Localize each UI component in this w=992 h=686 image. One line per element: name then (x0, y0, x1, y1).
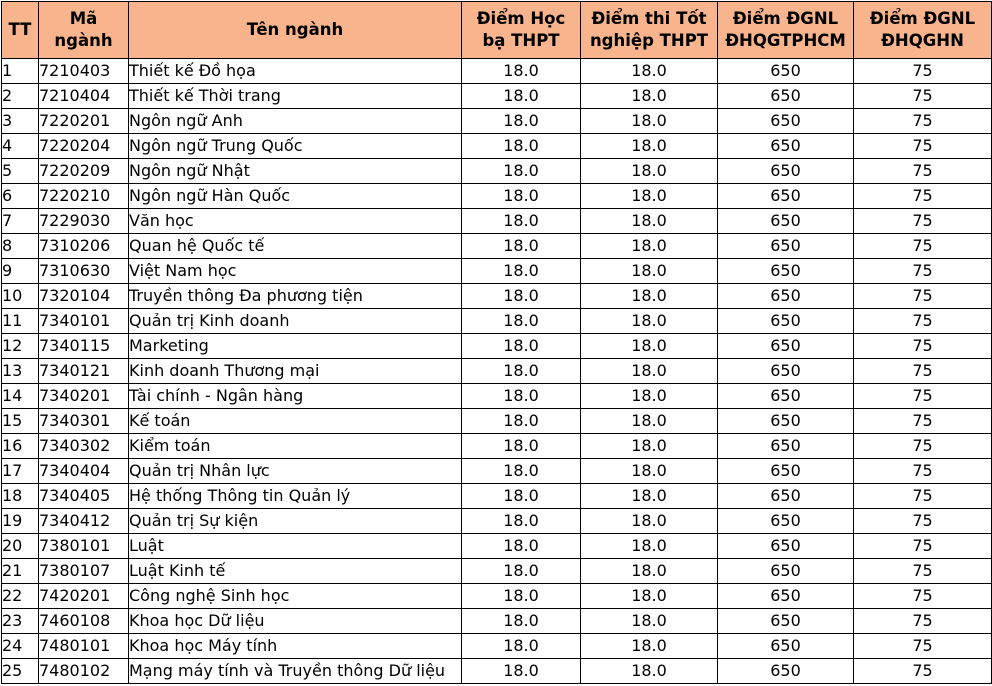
score-thi-tn-cell: 18.0 (581, 634, 718, 659)
header-ma-nganh-line2: ngành (54, 31, 113, 50)
major-code-cell: 7340412 (39, 509, 129, 534)
major-code-cell: 7480101 (39, 634, 129, 659)
score-thi-tn-cell: 18.0 (581, 459, 718, 484)
major-code-cell: 7380101 (39, 534, 129, 559)
header-thi-tn (581, 2, 718, 59)
score-thi-tn-cell: 18.0 (581, 209, 718, 234)
score-dgnl-hn-cell: 75 (854, 59, 992, 84)
header-dgnl-hn-line1: Điểm ĐGNL (869, 9, 976, 28)
table-row (2, 609, 992, 634)
score-hoc-ba-cell: 18.0 (462, 309, 581, 334)
row-number-cell: 9 (2, 259, 39, 284)
header-dgnl-hn (854, 2, 992, 59)
score-dgnl-hcm-cell: 650 (718, 534, 854, 559)
row-number-cell: 24 (2, 634, 39, 659)
score-thi-tn-cell: 18.0 (581, 534, 718, 559)
score-dgnl-hn-cell: 75 (854, 84, 992, 109)
table-row (2, 159, 992, 184)
score-thi-tn-cell: 18.0 (581, 434, 718, 459)
row-number-cell: 23 (2, 609, 39, 634)
table-row (2, 659, 992, 684)
header-ten-nganh-text: Tên ngành (246, 20, 344, 39)
table-row (2, 109, 992, 134)
header-ma-nganh (39, 2, 129, 59)
score-dgnl-hcm-cell: 650 (718, 509, 854, 534)
row-number-cell: 14 (2, 384, 39, 409)
row-number-cell: 22 (2, 584, 39, 609)
table-row (2, 284, 992, 309)
score-thi-tn-cell: 18.0 (581, 659, 718, 684)
score-thi-tn-cell: 18.0 (581, 584, 718, 609)
row-number-cell: 18 (2, 484, 39, 509)
score-thi-tn-cell: 18.0 (581, 334, 718, 359)
score-hoc-ba-cell: 18.0 (462, 509, 581, 534)
score-thi-tn-cell: 18.0 (581, 234, 718, 259)
row-number-cell: 11 (2, 309, 39, 334)
table-row (2, 234, 992, 259)
score-thi-tn-cell: 18.0 (581, 409, 718, 434)
row-number-cell: 4 (2, 134, 39, 159)
major-name-cell: Thiết kế Đồ họa (129, 59, 462, 84)
score-dgnl-hn-cell: 75 (854, 209, 992, 234)
major-name-cell: Kinh doanh Thương mại (129, 359, 462, 384)
score-hoc-ba-cell: 18.0 (462, 559, 581, 584)
major-code-cell: 7210404 (39, 84, 129, 109)
score-hoc-ba-cell: 18.0 (462, 359, 581, 384)
major-name-cell: Quản trị Nhân lực (129, 459, 462, 484)
table-row (2, 259, 992, 284)
score-dgnl-hcm-cell: 650 (718, 184, 854, 209)
major-name-cell: Kế toán (129, 409, 462, 434)
header-tt-text: TT (8, 20, 32, 39)
score-dgnl-hcm-cell: 650 (718, 634, 854, 659)
score-dgnl-hn-cell: 75 (854, 584, 992, 609)
major-name-cell: Ngôn ngữ Nhật (129, 159, 462, 184)
major-name-cell: Tài chính - Ngân hàng (129, 384, 462, 409)
major-code-cell: 7320104 (39, 284, 129, 309)
score-dgnl-hn-cell: 75 (854, 334, 992, 359)
major-name-cell: Kiểm toán (129, 434, 462, 459)
major-name-cell: Marketing (129, 334, 462, 359)
table-row (2, 384, 992, 409)
score-hoc-ba-cell: 18.0 (462, 634, 581, 659)
score-dgnl-hn-cell: 75 (854, 184, 992, 209)
row-number-cell: 3 (2, 109, 39, 134)
major-code-cell: 7220209 (39, 159, 129, 184)
score-dgnl-hcm-cell: 650 (718, 459, 854, 484)
table-row (2, 309, 992, 334)
header-dgnl-hn-line2: ĐHQGHN (881, 31, 964, 50)
header-dgnl-hcm-line1: Điểm ĐGNL (732, 9, 839, 28)
table-row (2, 484, 992, 509)
score-dgnl-hn-cell: 75 (854, 359, 992, 384)
score-hoc-ba-cell: 18.0 (462, 534, 581, 559)
score-dgnl-hn-cell: 75 (854, 309, 992, 334)
table-header (2, 2, 992, 59)
header-hoc-ba (462, 2, 581, 59)
score-dgnl-hcm-cell: 650 (718, 384, 854, 409)
table-row (2, 134, 992, 159)
row-number-cell: 1 (2, 59, 39, 84)
row-number-cell: 15 (2, 409, 39, 434)
score-dgnl-hcm-cell: 650 (718, 159, 854, 184)
score-thi-tn-cell: 18.0 (581, 134, 718, 159)
score-dgnl-hn-cell: 75 (854, 134, 992, 159)
major-code-cell: 7340404 (39, 459, 129, 484)
major-code-cell: 7340121 (39, 359, 129, 384)
table-row (2, 559, 992, 584)
header-thi-tn-line1: Điểm thi Tốt (591, 9, 707, 28)
major-code-cell: 7480102 (39, 659, 129, 684)
score-dgnl-hcm-cell: 650 (718, 59, 854, 84)
header-ma-nganh-line1: Mã (69, 9, 98, 28)
score-dgnl-hcm-cell: 650 (718, 359, 854, 384)
score-thi-tn-cell: 18.0 (581, 109, 718, 134)
score-dgnl-hcm-cell: 650 (718, 334, 854, 359)
score-dgnl-hcm-cell: 650 (718, 559, 854, 584)
score-hoc-ba-cell: 18.0 (462, 259, 581, 284)
row-number-cell: 13 (2, 359, 39, 384)
score-hoc-ba-cell: 18.0 (462, 434, 581, 459)
score-dgnl-hcm-cell: 650 (718, 234, 854, 259)
score-hoc-ba-cell: 18.0 (462, 459, 581, 484)
score-dgnl-hcm-cell: 650 (718, 84, 854, 109)
score-hoc-ba-cell: 18.0 (462, 609, 581, 634)
score-thi-tn-cell: 18.0 (581, 509, 718, 534)
row-number-cell: 21 (2, 559, 39, 584)
table-row (2, 184, 992, 209)
score-hoc-ba-cell: 18.0 (462, 284, 581, 309)
score-dgnl-hcm-cell: 650 (718, 609, 854, 634)
score-hoc-ba-cell: 18.0 (462, 209, 581, 234)
score-dgnl-hn-cell: 75 (854, 434, 992, 459)
major-name-cell: Hệ thống Thông tin Quản lý (129, 484, 462, 509)
score-dgnl-hcm-cell: 650 (718, 309, 854, 334)
score-dgnl-hcm-cell: 650 (718, 434, 854, 459)
header-ten-nganh (129, 2, 462, 59)
major-code-cell: 7420201 (39, 584, 129, 609)
score-dgnl-hn-cell: 75 (854, 384, 992, 409)
table-row (2, 209, 992, 234)
major-code-cell: 7229030 (39, 209, 129, 234)
major-name-cell: Khoa học Máy tính (129, 634, 462, 659)
score-thi-tn-cell: 18.0 (581, 309, 718, 334)
major-code-cell: 7340302 (39, 434, 129, 459)
score-thi-tn-cell: 18.0 (581, 559, 718, 584)
major-name-cell: Quản trị Sự kiện (129, 509, 462, 534)
table-row (2, 584, 992, 609)
major-code-cell: 7340115 (39, 334, 129, 359)
score-hoc-ba-cell: 18.0 (462, 334, 581, 359)
major-name-cell: Luật (129, 534, 462, 559)
score-thi-tn-cell: 18.0 (581, 259, 718, 284)
score-dgnl-hn-cell: 75 (854, 534, 992, 559)
major-name-cell: Quan hệ Quốc tế (129, 234, 462, 259)
row-number-cell: 2 (2, 84, 39, 109)
score-dgnl-hn-cell: 75 (854, 284, 992, 309)
header-dgnl-hcm-line2: ĐHQGTPHCM (725, 31, 846, 50)
score-dgnl-hcm-cell: 650 (718, 284, 854, 309)
score-hoc-ba-cell: 18.0 (462, 409, 581, 434)
score-thi-tn-cell: 18.0 (581, 609, 718, 634)
major-code-cell: 7340201 (39, 384, 129, 409)
score-dgnl-hcm-cell: 650 (718, 259, 854, 284)
score-dgnl-hn-cell: 75 (854, 559, 992, 584)
score-dgnl-hn-cell: 75 (854, 609, 992, 634)
score-thi-tn-cell: 18.0 (581, 359, 718, 384)
score-hoc-ba-cell: 18.0 (462, 184, 581, 209)
score-hoc-ba-cell: 18.0 (462, 234, 581, 259)
major-code-cell: 7220201 (39, 109, 129, 134)
major-code-cell: 7380107 (39, 559, 129, 584)
table-row (2, 634, 992, 659)
major-name-cell: Ngôn ngữ Trung Quốc (129, 134, 462, 159)
score-dgnl-hn-cell: 75 (854, 659, 992, 684)
score-dgnl-hn-cell: 75 (854, 634, 992, 659)
score-thi-tn-cell: 18.0 (581, 284, 718, 309)
score-thi-tn-cell: 18.0 (581, 184, 718, 209)
table-body (2, 59, 992, 684)
score-dgnl-hn-cell: 75 (854, 234, 992, 259)
major-name-cell: Truyền thông Đa phương tiện (129, 284, 462, 309)
score-thi-tn-cell: 18.0 (581, 384, 718, 409)
header-thi-tn-line2: nghiệp THPT (589, 31, 709, 50)
major-name-cell: Luật Kinh tế (129, 559, 462, 584)
major-code-cell: 7340301 (39, 409, 129, 434)
major-name-cell: Công nghệ Sinh học (129, 584, 462, 609)
score-dgnl-hn-cell: 75 (854, 484, 992, 509)
row-number-cell: 8 (2, 234, 39, 259)
major-code-cell: 7220210 (39, 184, 129, 209)
row-number-cell: 7 (2, 209, 39, 234)
table-row (2, 359, 992, 384)
admission-score-table (1, 1, 992, 684)
score-dgnl-hcm-cell: 650 (718, 209, 854, 234)
score-hoc-ba-cell: 18.0 (462, 109, 581, 134)
score-hoc-ba-cell: 18.0 (462, 159, 581, 184)
score-thi-tn-cell: 18.0 (581, 84, 718, 109)
major-name-cell: Quản trị Kinh doanh (129, 309, 462, 334)
table-row (2, 509, 992, 534)
score-hoc-ba-cell: 18.0 (462, 659, 581, 684)
major-code-cell: 7310206 (39, 234, 129, 259)
major-code-cell: 7340101 (39, 309, 129, 334)
major-code-cell: 7210403 (39, 59, 129, 84)
header-hoc-ba-line2: bạ THPT (482, 31, 560, 50)
score-hoc-ba-cell: 18.0 (462, 134, 581, 159)
score-thi-tn-cell: 18.0 (581, 159, 718, 184)
table-row (2, 409, 992, 434)
table-row (2, 434, 992, 459)
row-number-cell: 19 (2, 509, 39, 534)
major-code-cell: 7460108 (39, 609, 129, 634)
score-dgnl-hcm-cell: 650 (718, 109, 854, 134)
score-hoc-ba-cell: 18.0 (462, 59, 581, 84)
major-name-cell: Mạng máy tính và Truyền thông Dữ liệu (129, 659, 462, 684)
score-dgnl-hn-cell: 75 (854, 159, 992, 184)
score-hoc-ba-cell: 18.0 (462, 384, 581, 409)
major-name-cell: Thiết kế Thời trang (129, 84, 462, 109)
score-dgnl-hn-cell: 75 (854, 459, 992, 484)
score-hoc-ba-cell: 18.0 (462, 584, 581, 609)
row-number-cell: 5 (2, 159, 39, 184)
table-row (2, 534, 992, 559)
table-row (2, 459, 992, 484)
major-name-cell: Việt Nam học (129, 259, 462, 284)
score-dgnl-hn-cell: 75 (854, 259, 992, 284)
row-number-cell: 6 (2, 184, 39, 209)
major-name-cell: Ngôn ngữ Anh (129, 109, 462, 134)
score-hoc-ba-cell: 18.0 (462, 484, 581, 509)
score-dgnl-hn-cell: 75 (854, 509, 992, 534)
row-number-cell: 20 (2, 534, 39, 559)
major-name-cell: Ngôn ngữ Hàn Quốc (129, 184, 462, 209)
major-code-cell: 7310630 (39, 259, 129, 284)
row-number-cell: 10 (2, 284, 39, 309)
header-hoc-ba-line1: Điểm Học (476, 9, 566, 28)
row-number-cell: 17 (2, 459, 39, 484)
score-thi-tn-cell: 18.0 (581, 59, 718, 84)
score-dgnl-hcm-cell: 650 (718, 659, 854, 684)
score-dgnl-hcm-cell: 650 (718, 134, 854, 159)
score-hoc-ba-cell: 18.0 (462, 84, 581, 109)
score-dgnl-hn-cell: 75 (854, 409, 992, 434)
major-name-cell: Văn học (129, 209, 462, 234)
major-code-cell: 7340405 (39, 484, 129, 509)
header-dgnl-hcm (718, 2, 854, 59)
table-row (2, 334, 992, 359)
header-row (2, 2, 992, 59)
score-dgnl-hcm-cell: 650 (718, 409, 854, 434)
score-dgnl-hcm-cell: 650 (718, 584, 854, 609)
row-number-cell: 12 (2, 334, 39, 359)
score-thi-tn-cell: 18.0 (581, 484, 718, 509)
score-dgnl-hcm-cell: 650 (718, 484, 854, 509)
major-name-cell: Khoa học Dữ liệu (129, 609, 462, 634)
table-row (2, 59, 992, 84)
row-number-cell: 16 (2, 434, 39, 459)
score-dgnl-hn-cell: 75 (854, 109, 992, 134)
row-number-cell: 25 (2, 659, 39, 684)
header-tt (2, 2, 39, 59)
major-code-cell: 7220204 (39, 134, 129, 159)
table-row (2, 84, 992, 109)
